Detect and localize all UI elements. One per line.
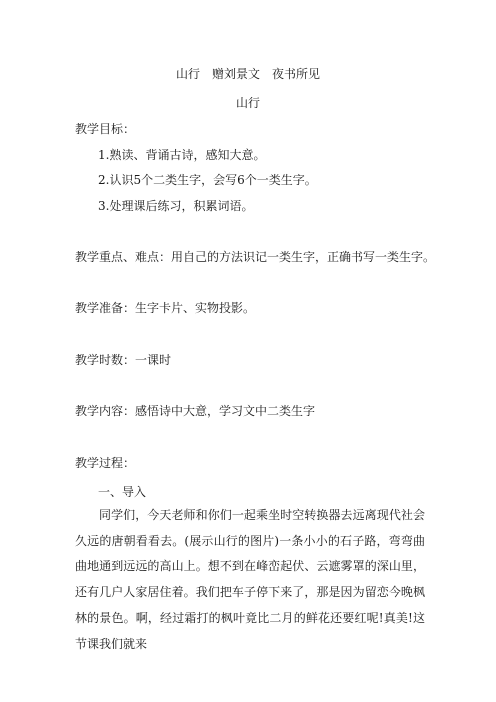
goals-heading: 教学目标： (75, 122, 136, 136)
teaching-content: 教学内容：感悟诗中大意，学习文中二类生字 (75, 404, 316, 418)
section-heading-intro: 一、导入 (98, 485, 147, 499)
goal-item-1: 1.熟读、背诵古诗，感知大意。 (98, 148, 266, 162)
teaching-preparation: 教学准备：生字卡片、实物投影。 (75, 301, 256, 315)
document-title: 山行 赠刘景文 夜书所见 (175, 67, 320, 81)
goal-item-2: 2.认识5个二类生字，会写6个一类生字。 (98, 173, 317, 187)
lesson-subtitle: 山行 (235, 96, 260, 110)
goal-item-3: 3.处理课后练习，积累词语。 (98, 199, 254, 213)
key-points: 教学重点、难点：用自己的方法识记一类生字，正确书写一类生字。 (75, 250, 436, 264)
process-heading: 教学过程： (75, 456, 136, 470)
teaching-duration: 教学时数：一课时 (75, 353, 172, 367)
intro-paragraph: 同学们，今天老师和你们一起乘坐时空转换器去远离现代社会久远的唐朝看看去。(展示山行的图片)一条小小的石子路，弯弯曲曲地通到远远的高山上。想不到在峰峦起伏、云遮雾罩的深山里，还有几户人家居住着。我们把车子停下来了，那是因为留恋今晚枫林的景色。啊，经过霜打的枫叶竟比二月的鲜花还要红呢!真美!这节课我们就来 (75, 508, 425, 651)
